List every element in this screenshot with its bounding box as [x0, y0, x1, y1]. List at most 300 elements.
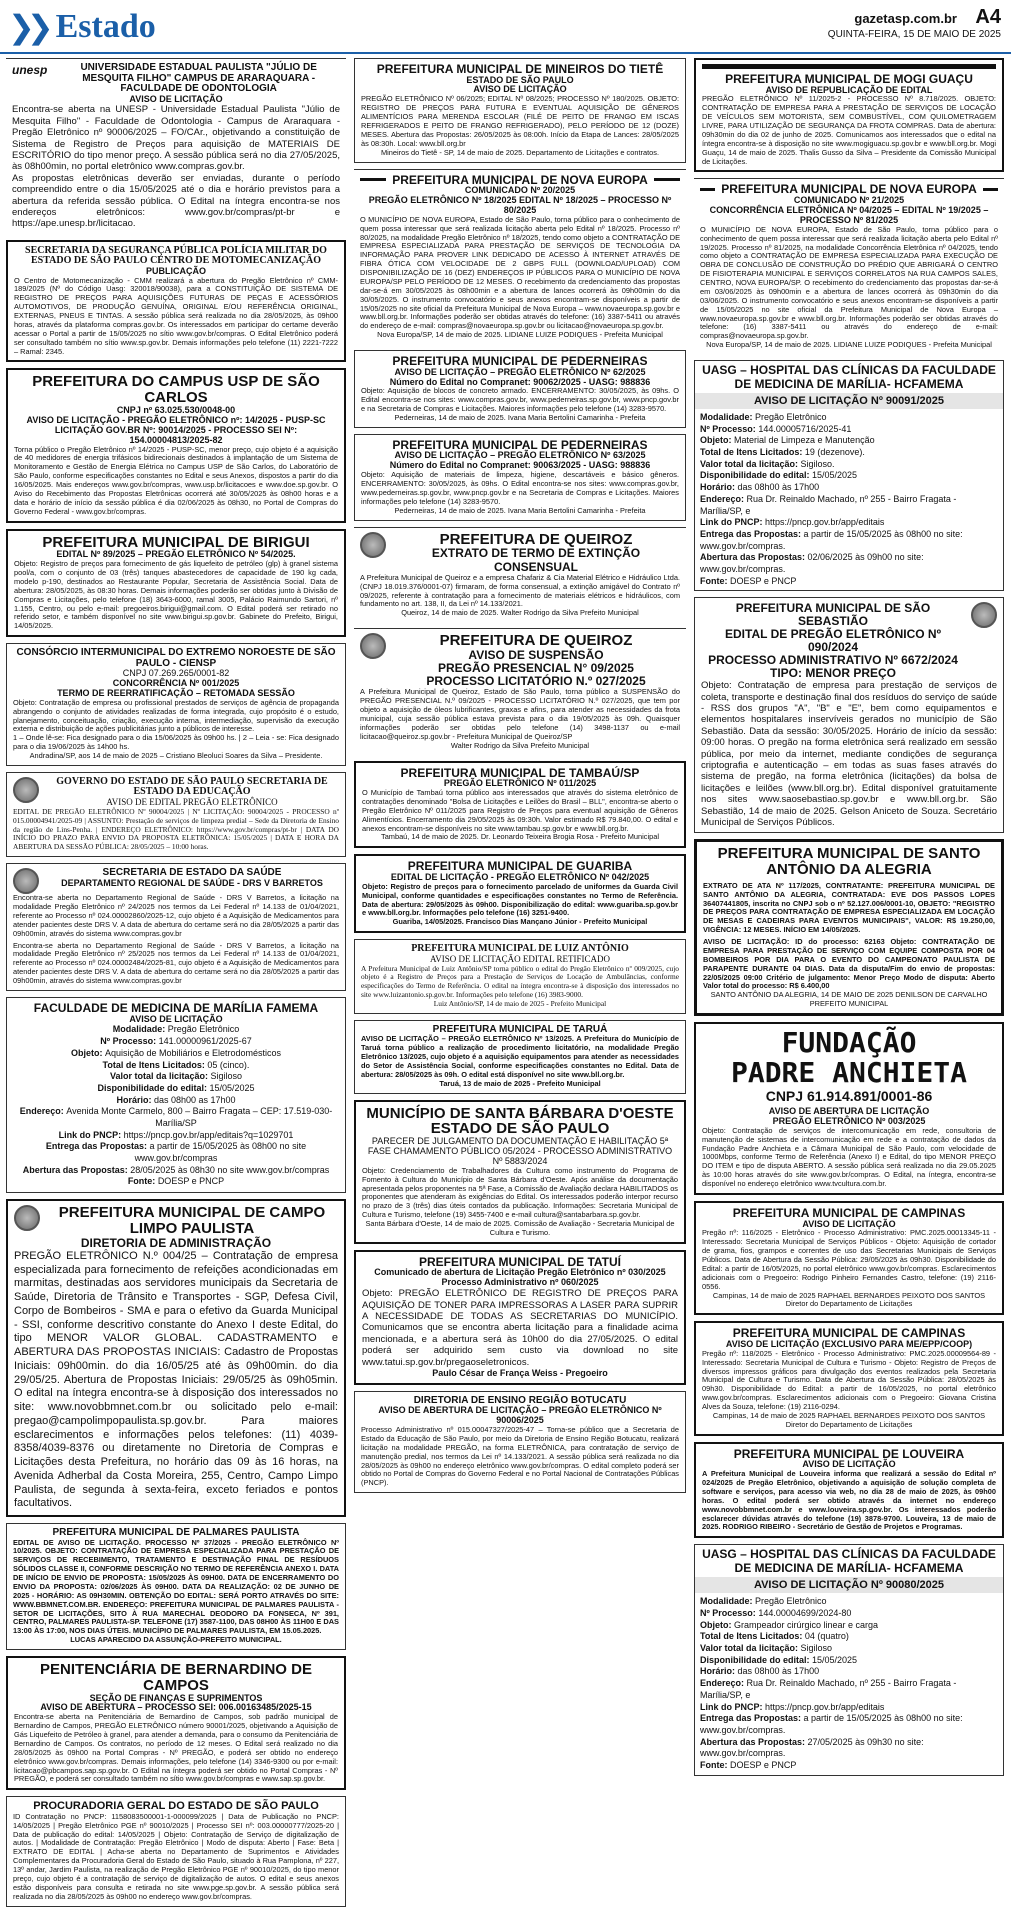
detail-value: Avenida Monte Carmelo, 800 – Bairro Fragata – CEP: 17.519-030-Marília/SP [66, 1106, 333, 1128]
page-date: QUINTA-FEIRA, 15 DE MAIO DE 2025 [827, 29, 1001, 40]
detail-row [700, 494, 998, 517]
detail-row [700, 1713, 998, 1736]
notice-signature: Santa Bárbara d'Oeste, 14 de maio de 2025. Comissão de Avaliação - Secretaria Municipal de Cultura e Turismo. [365, 1219, 675, 1237]
detail-list [695, 409, 1003, 590]
detail-key: Valor total da licitação: [700, 458, 801, 469]
detail-value: das 08h00 às 17h00 [737, 1666, 820, 1677]
notice-hcfamema-90091 [694, 360, 1004, 591]
notice-famema [6, 997, 346, 1193]
notice-title: PREFEITURA DE QUEIROZ [439, 530, 633, 548]
notice-signature: Mineiros do Tietê - SP, 14 de maio de 2025. Departamento de Licitações e contratos. [381, 147, 659, 157]
notice-title: PREFEITURA MUNICIPAL DE SANTO ANTÔNIO DA ALEGRIA [717, 845, 981, 879]
detail-row [13, 1083, 339, 1095]
notice-title: PENITENCIÁRIA DE BERNARDINO DE CAMPOS [40, 1661, 312, 1694]
notice-subtitle: EDITAL DE PREGÃO ELETRÔNICO Nº 090/2024 [725, 626, 941, 654]
notice-subtitle: PREGÃO ELETRÔNICO Nº 18/2025 EDITAL Nº 18/2025 – PROCESSO Nº 80/2025 [368, 194, 672, 215]
detail-key: Fonte: [700, 1759, 730, 1770]
notice-nova-europa-20 [354, 169, 686, 345]
notice-signature: Tambaú, 14 de maio de 2025. Dr. Leonardo Teixeira Brogia Rosa - Prefeito Municipal [381, 832, 659, 842]
notice-signature: Guariba, 14/05/2025. Francisco Dias Mançano Júnior - Prefeito Municipal [392, 917, 648, 927]
notice-body: Encontra-se aberta na UNESP - Universidade Estadual Paulista "Júlio de Mesquita Filho" - Faculdade de Odontologia - Campus de Araraquara - Pregão Eletrônico nº 90006/2025 – FO/CAr., objetivando a constituição de Sistema de Registro de Preços para aquisição de MATERIAIS DE ESCRITÓRIO do tipo menor preço. A sessão pública será no dia 27/05/2025, às 08h00min, no portal eletrônico www.compras.gov.br. [12, 104, 340, 173]
detail-value: 141.00000961/2025-67 [158, 1036, 252, 1047]
detail-value: https://pncp.gov.br/app/editais [765, 517, 885, 528]
notice-campinas-116 [694, 1201, 1004, 1315]
detail-value: Aquisição de Mobiliários e Eletrodomésticos [104, 1047, 282, 1058]
detail-value: 15/05/2025 [209, 1082, 255, 1093]
column-3 [694, 58, 1004, 1778]
detail-row [13, 1048, 339, 1060]
detail-value: 27/05/2025 às 09h30 no site: www.gov.br/compras. [700, 1736, 924, 1759]
section-title: Estado [55, 8, 156, 45]
notice-subtitle: AVISO DE LICITAÇÃO - PREGÃO ELETRÔNICO nº: 14/2025 - PUSP-SC [26, 414, 326, 425]
notice-subtitle: AVISO DE LICITAÇÃO EDITAL RETIFICADO [429, 953, 611, 964]
detail-value: a partir de 15/05/2025 às 08h00 no site www.gov.br/compras [134, 1141, 307, 1164]
city-seal-icon [360, 532, 386, 558]
notice-title: PREFEITURA MUNICIPAL DE BIRIGUI [42, 533, 310, 551]
notice-usp [6, 368, 346, 522]
detail-key: Nº Processo: [700, 1608, 759, 1618]
detail-row [700, 412, 998, 424]
notice-palmares [6, 1523, 346, 1650]
notice-subtitle: COMUNICADO Nº 20/2025 [464, 185, 576, 196]
detail-key: Total de Itens Licitados: [700, 447, 805, 458]
notice-tatui [354, 1250, 686, 1385]
detail-list [695, 1593, 1003, 1774]
detail-value: 15/05/2025 [812, 470, 858, 481]
notice-title: PREFEITURA MUNICIPAL DE PALMARES PAULISTA [52, 1527, 300, 1539]
detail-row [700, 1643, 998, 1655]
detail-row [700, 470, 998, 482]
notice-mogi-guacu [694, 58, 1004, 172]
notice-title: PREFEITURA MUNICIPAL DE TATUÍ [419, 1254, 621, 1269]
detail-row [700, 576, 998, 588]
notice-subtitle: PARECER DE JULGAMENTO DA DOCUMENTAÇÃO E HABILITAÇÃO 5ª FASE CHAMAMENTO PÚBLICO 05/2024 - PROCESSO ADMINISTRATIVO Nº 5883/2024 [367, 1136, 673, 1166]
notice-title: SECRETARIA DE ESTADO DA SAÚDE [102, 867, 282, 879]
state-seal-icon [13, 868, 39, 894]
notice-subtitle: AVISO DE LICITAÇÃO [802, 1459, 896, 1470]
notice-signature: Pederneiras, 14 de maio de 2025. Ivana Maria Bertolini Camarinha - Prefeita [394, 505, 646, 515]
notice-body: Objeto: Contratação de serviços de intercomunicação em rede, consultoria de manutenção de sistemas de intercomunicação em rede e a contratação de dados da Fundação Padre Anchieta e a Câmara Municipal de São Paulo, com velocidade de 1000Mbps, conforme Termo de Referência (Anexo I) e Edital, do tipo MENOR PREÇO DO ITEM e tipo de disputa ABERTO. A sessão pública será realizada no dia 29.05.2025 às 10:00 horas através do site www.gov.br/compras. O Edital, na íntegra, encontra-se disponível no endereço eletrônico www.tvcultura.com.br. [702, 1125, 996, 1189]
detail-key: Endereço: [19, 1106, 67, 1117]
notice-title: PREFEITURA MUNICIPAL DE LOUVEIRA [733, 1446, 965, 1461]
notice-queiroz-extincao [354, 527, 686, 623]
notice-title: PREFEITURA MUNICIPAL DE LUIZ ANTÔNIO [411, 943, 629, 955]
notice-signature: Taruá, 13 de maio de 2025 - Prefeito Municipal [439, 1078, 601, 1088]
detail-row [700, 529, 998, 552]
notice-subtitle: Número do Edital no Compranet: 90063/2025 - UASG: 988836 [389, 460, 651, 471]
notice-signature: Campinas, 14 de maio de 2025 RAPHAEL BERNARDES PEIXOTO DOS SANTOS Diretor do Departamento de Licitações [712, 1410, 986, 1429]
detail-row [13, 1095, 339, 1107]
notice-title: PREFEITURA MUNICIPAL DE PEDERNEIRAS [392, 437, 648, 452]
notice-signature: Pederneiras, 14 de maio de 2025. Ivana Maria Bertolini Camarinha - Prefeita [394, 413, 646, 423]
notice-subtitle: AVISO DE LICITAÇÃO (EXCLUSIVO PARA ME/EPP/COOP) [725, 1338, 973, 1349]
notice-signature: Nova Europa/SP, 14 de maio de 2025. LIDIANE LUIZE PODIQUES - Prefeita Municipal [706, 340, 992, 350]
notice-saude [6, 863, 346, 991]
notice-signature: Campinas, 14 de maio de 2025 RAPHAEL BERNARDES PEIXOTO DOS SANTOS Diretor do Departamento de Licitações [712, 1290, 986, 1309]
detail-value: Sigiloso [800, 1643, 833, 1654]
detail-row [700, 1678, 998, 1701]
notice-body: Processo Administrativo nº 015.00047327/2025-47 – Torna-se público que a Secretaria de Estado da Educação de São Paulo, por meio da Diretoria de Ensino Região Botucatu, realizará licitação na modalidade PREGÃO, na forma ELETRÔNICA, para contratação de serviço de manutenção predial, nos termos da Lei nº 14.133/2021. A sessão pública será realizada no dia 28/05/2025 às 09h00 no endereço eletrônico www.gov.br/compras. O edital completo poderá ser obtido no Portal de Compras do Governo Federal e no Portal Nacional de Contratações Públicas (PNCP). [361, 1425, 679, 1488]
notice-body: Objeto: Aquisição de materiais de limpeza, higiene, descartáveis e básico gêneros. ENCERRAMENTO: 30/05/2025, às 09hs. O Edital encontra-se nos sites: www.compras.gov.br, www.pederneiras.sp.gov.br, www.pncp.gov.br e na Secretaria de Compras e Licitações. Maiores informações pelo telefone (14) 3283-9570. [361, 470, 679, 506]
notice-body: Objeto: Aquisição de blocos de concreto armado. ENCERRAMENTO: 30/05/2025, às 09hs. O Edital encontra-se nos sites: www.compras.gov.br, www.pederneiras.sp.gov.br, www.pncp.gov.br e na Secretaria de Compras e Licitações. Maiores informações pelo telefone (14) 3283-9570. [361, 386, 679, 414]
notice-title: SECRETARIA DA SEGURANÇA PÚBLICA POLÍCIA MILITAR DO ESTADO DE SÃO PAULO CENTRO DE MOTOMECANIZAÇÃO [25, 244, 327, 267]
notice-body: AVISO DE LICITAÇÃO: ID do processo: 62163 Objeto: CONTRATAÇÃO DE EMPRESA PARA PRESTAÇÃO DE SERVIÇO COM EQUIPE COMPOSTA POR 04 BOMBEIROS POR DIA PARA O EVENTO DO CAMPEONATO PAULISTA DE PARAPENTE DURANTE 04 DIAS. Data da disputa/Fim do envio de propostas: 22/05/2025 09:00 Critério de julgamento: Menor Preço Modo de disputa: Aberto Valor total do processo: R$ 6.400,00 [703, 937, 995, 991]
notice-body: Objeto: Registro de preços para o fornecimento parcelado de uniformes da Guarda Civil Municipal, conforme quantidades e especificações constantes no Termo de Referência. Data de abertura: 29/05/2025 às 09h00. Disponibilização do edital: www.guariba.sp.gov.br e www.bll.org.br. Informações pelo telefone (16) 3251-9400. [362, 881, 678, 918]
notice-cnpj: CNPJ 61.914.891/0001-86 [765, 1088, 933, 1105]
notice-subtitle: AVISO DE LICITAÇÃO [473, 84, 567, 95]
detail-row [13, 1060, 339, 1072]
detail-row [700, 552, 998, 575]
detail-value: Pregão Eletrônico [167, 1024, 240, 1035]
notice-body: Objeto: PREGÃO ELETRÔNICO DE REGISTRO DE PREÇOS PARA AQUISIÇÃO DE TONER PARA IMPRESSORAS A LASER PARA SUPRIR A NECESSIDADE DE TODAS AS SECRETARIAS DO MUNICÍPIO. Comunicamos que se encontra aberta licitação para a finalidade acima mencionada, e a abertura será às 10h00 do dia 27/05/2025. O edital poderá ser adquirido sem custo via download no site www.tatui.sp.gov.br/pregaoseletronicos. [362, 1288, 678, 1368]
notice-body: EDITAL DE PREGÃO ELETRÔNICO Nº 90004/2025 | Nº LICITAÇÃO: 90004/2025 - PROCESSO nº 015.00004941/2025-09 | ASSUNTO: Prestação de serviços de limpeza predial – Sede da Diretoria de Ensino da região de Lins-Penha. | ENDEREÇO ELETRÔNICO: https://www.gov.br/compras/pt-br | DATA DO INÍCIO DO PRAZO PARA ENVIO DA PROPOSTA ELETRÔNICA: 15/05/2025 | DATA E HORA DA ABERTURA DA SESSÃO PÚBLICA: 28/05/2025 – 10:00 horas. [13, 806, 339, 852]
detail-key: Link do PNCP: [700, 1701, 765, 1712]
header-right [828, 6, 1001, 40]
detail-value: 02/06/2025 às 09h00 no site: www.gov.br/compras. [700, 552, 924, 574]
detail-value: 04 (quatro) [804, 1631, 849, 1642]
detail-key: Horário: [700, 482, 738, 493]
notice-subtitle: AVISO DE ABERTURA DE LICITAÇÃO [768, 1106, 930, 1117]
notice-subtitle: AVISO DE REPUBLICAÇÃO DE EDITAL [765, 84, 933, 95]
notice-subtitle: SEÇÃO DE FINANÇAS E SUPRIMENTOS [89, 1692, 263, 1703]
detail-key: Disponibilidade do edital: [700, 470, 813, 481]
notice-title: PREFEITURA MUNICIPAL DE SÃO SEBASTIÃO [735, 601, 931, 628]
notice-body: O Centro de Motomecanização - CMM realizará a abertura do Pregão Eletrônico nº CMM-189/2025 (Nº do Código Uasg: 320018/90038), para a CONSTITUIÇÃO DE SISTEMA DE REGISTRO DE PREÇOS PARA AQUISIÇÕES FUTURAS DE PEÇAS E ACESSÓRIOS AUTOMOTIVOS, DE PRODUÇÃO GENUÍNA, ORIGINAL E/OU REFERÊNCIA ORIGINAL, EXTERNAS, PNEUS E TINTAS. A sessão pública será realizada no dia 28/05/2025, às 09h00 horas, através da plataforma compras.gov.br. Os interessados em participar do certame deverão acessar o Portal a partir de 15/05/2025 no sítio www.gov.br/compras. O Edital Eletrônico poderá ser consultado também no sítio www.sp.gov.br. Demais informações pelo telefone (11) 2221-7222 – Ramal: 2345. [14, 275, 338, 356]
detail-list [13, 1024, 339, 1188]
notice-body: Objeto: Registro de preços para fornecimento de gás liquefeito de petróleo (glp) à granel sistema pool/a, com o conjunto de 03 (três) tanques abastecedores de capacidade de 190 kg cada, modelo p-190, destinados ao Restaurante Popular, Secretaria de Assistência Social. Data de abertura: 28/05/2025, às 08:30 horas. Demais informações poderão ser obtidas junto à Divisão de Compras e Licitações, pelo telefone (18) 3643-6000, ramal 3005, Palácio Raimundo Sartori, nº 1.155, Centro, ou pelo e-mail: pregoeiros.birigui@gmail.com. O Edital poderá ser retirado no referido setor, e também disponível no site www.birigui.sp.gov.br. Gabinete do Prefeito, Birigui, 14/05/2025. [14, 559, 338, 631]
detail-value: Rua Dr. Reinaldo Machado, nº 255 - Bairro Fragata - Marília/SP, e [700, 1678, 957, 1700]
detail-value: Grampeador cirúrgico linear e carga [734, 1619, 879, 1630]
detail-key: Endereço: [700, 1678, 747, 1689]
notice-guariba [354, 854, 686, 933]
notice-subtitle: TERMO DE REERRATIFICAÇÃO – RETOMADA SESSÃO [57, 687, 295, 698]
notice-body: Encontra-se aberta no Departamento Regional de Saúde - DRS V Barretos, a licitação na modalidade Pregão Eletrônico nº 25/2025 nos termos da Lei Federal nº 14.133 de 01/04/2021, referente ao Processo nº 024.00002484/2025-81, cujo objeto é a Aquisição de Medicamentos para atender pacientes deste DRS V. A data de abertura do certame será no dia 28/05/2025 a partir das 09h00min, através do sistema www.compras.gov.br [13, 940, 339, 986]
notice-sao-sebastiao [694, 597, 1004, 833]
notice-body: EDITAL DE AVISO DE LICITAÇÃO. PROCESSO Nº 37/2025 - PREGÃO ELETRÔNICO Nº 10/2025. OBJETO: CONTRATAÇÃO DE EMPRESA ESPECIALIZADA PARA PRESTAÇÃO DE SERVIÇOS DE RECEBIMENTO, TRATAMENTO E DESTINAÇÃO FINAL DE RESÍDUOS SÓLIDOS CLASSE II, CONFORME DESCRIÇÃO NO TERMO DE REFERÊNCIA ANEXO I. DATA DE INÍCIO DE ENVIO DE PROPOSTA: 15/05/2025 ÀS 09H00. DATA DE ENCERRAMENTO DO ENVIO DA PROPOSTA: 02/06/2025 ÀS 09H00. DATA DA REALIZAÇÃO: 02 DE JUNHO DE 2025 - HORÁRIO: AS 09H30MIN. OBTENÇÃO DO EDITAL: SERÁ PORTO ATRAVÉS DO SITE: WWW.BBMNET.COM.BR. ENDEREÇO: PREFEITURA MUNICIPAL DE PALMARES PAULISTA - SETOR DE LICITAÇÕES, SITO À RUA MARECHAL DEODORO DA FONSECA, Nº 391, CENTRO, PALMARES PAULISTA-SP. TELEFONE (17) 3587-1100, DAS 08H00 ÀS 11H00 E DAS 13:00 ÀS 17:00, NOS DIAS ÚTEIS. MUNICÍPIO DE PALMARES PAULISTA, EM 15.05.2025. [13, 1537, 339, 1636]
detail-key: Modalidade: [112, 1024, 168, 1035]
notice-title: PREFEITURA DE QUEIROZ [439, 632, 633, 650]
notice-tarua [354, 1020, 686, 1094]
detail-value: Pregão Eletrônico [755, 412, 827, 422]
notice-campinas-118 [694, 1321, 1004, 1435]
detail-row [700, 482, 998, 494]
notice-signature: SANTO ANTÔNIO DA ALEGRIA, 14 DE MAIO DE 2025 DENILSON DE CARVALHO PREFEITO MUNICIPAL [710, 990, 988, 1009]
state-seal-icon [13, 777, 39, 803]
detail-key: Disponibilidade do edital: [97, 1082, 210, 1093]
detail-row [13, 1106, 339, 1129]
notice-subtitle: PREGÃO PRESENCIAL N° 09/2025 [438, 661, 634, 676]
detail-key: Link do PNCP: [58, 1129, 124, 1140]
notice-signature: Nova Europa/SP, 14 de maio de 2025. LIDIANE LUIZE PODIQUES - Prefeita Municipal [377, 330, 663, 340]
detail-row [700, 424, 998, 436]
detail-row [13, 1071, 339, 1083]
notice-subtitle: AVISO DE LICITAÇÃO – PREGÃO ELETRÔNICO Nº 62/2025 [394, 366, 646, 377]
detail-value: DOESP e PNCP [157, 1176, 225, 1187]
notice-title: PREFEITURA DO CAMPUS USP DE SÃO CARLOS [32, 373, 320, 407]
detail-row [700, 1760, 998, 1772]
notice-subtitle: ESTADO DE SÃO PAULO [466, 74, 574, 85]
detail-value: Sigiloso. [800, 458, 835, 469]
notice-title: DIRETORIA DE ENSINO REGIÃO BOTUCATU [413, 1394, 627, 1406]
detail-value: 144.00005716/2025-41 [758, 423, 852, 434]
detail-row [13, 1024, 339, 1036]
notice-title: PREFEITURA MUNICIPAL DE CAMPINAS [732, 1326, 966, 1341]
detail-value: das 08h00 às 17h00 [737, 482, 820, 493]
detail-row [700, 435, 998, 447]
notice-pederneiras-63 [354, 434, 686, 521]
notice-subtitle: Comunicado de abertura de Licitação Pregão Eletrônico nº 030/2025 Processo Administrativo nº 060/2025 [374, 1267, 666, 1288]
notice-signature: Queiroz, 14 de maio de 2025. Walter Rodrigo da Silva Prefeito Municipal [401, 608, 639, 618]
notice-queiroz-suspensao [354, 628, 686, 754]
notice-title: PREFEITURA MUNICIPAL DE CAMPO LIMPO PAULISTA [58, 1204, 326, 1237]
detail-key: Nº Processo: [100, 1036, 159, 1047]
detail-row [700, 1655, 998, 1667]
detail-key: Entrega das Propostas: [700, 1713, 804, 1724]
notice-body: As propostas eletrônicas deverão ser enviadas, durante o período compreendido entre o dia 15/05/2025 até o dia e horário previstos para a abertura da referida sessão pública. O Edital na íntegra encontra-se nos endereços eletrônicos: www.gov.br/compras/pt-br e https://ape.unesp.br/licitacao. [12, 172, 340, 230]
notice-cnpj: CNPJ 07.269.265/0001-82 [122, 668, 230, 679]
notice-body: ID Contratação no PNCP: 1158083500001-1-000099/2025 | Data de Publicação no PNCP: 14/05/2025 | Pregão Eletrônico PGE nº 90010/2025 | Processo SEI nº: 003.00000777/2025-20 | Data de publicação do edital: 14/05/2025 | Objeto: Contratação de Serviço de digitalização de autos. | Modalidade de Contratação: Pregão Eletrônico | Modo de disputa: Aberto | Fase: Beta | EXTRATO DE EDITAL | Acha-se aberta no Departamento de Suprimentos e Atividades Complementares da Procuradoria Geral do Estado de São Paulo, situado à Rua Pamplona, nº 227, 13º andar, Jardim Paulista, na realização de Pregão Eletrônico PGE nº 90010/2025, do tipo menor preço, cujo objeto é a contratação de serviço de digitalização de autos. O edital e seus anexos estão disponíveis para consulta e retirada no site www.pge.sp.gov.br. A sessão pública será realizada no dia 28/05/2025 às 09h00 no endereço www.gov.br/compras. [13, 1811, 339, 1901]
detail-row [700, 1737, 998, 1760]
notice-subtitle: AVISO DE LICITAÇÃO Nº 90091/2025 [695, 393, 1003, 409]
notice-subtitle: AVISO DE ABERTURA – PROCESSO SEI: 006.00163485/2025-15 [40, 1702, 312, 1713]
notice-title: PREFEITURA MUNICIPAL DE NOVA EUROPA [392, 172, 648, 187]
foundation-title: PADRE ANCHIETA [730, 1056, 967, 1090]
notice-body: O MUNICÍPIO DE NOVA EUROPA, Estado de São Paulo, torna público para o conhecimento de quem possa interessar que será realizada licitação aberta pelo Edital nº 18/2025. Processo nº 80/2025, na modalidade Pregão Eletrônico nº 18/2025, tendo como objeto a CONTRATAÇÃO DE EMPRESA ESPECIALIZADA PARA PRESTAÇÃO DE SERVIÇOS DE TECNOLOGIA DA INFORMAÇÃO PARA PROVER LINK DEDICADO DE ACESSO À INTERNET ATRAVÉS DE FIBRA ÓTICA COM VELOCIDADE DE 2 GBPS FULL (DOWNLOAD/UPLOAD) COM DISPONIBILIZAÇÃO DE 16 (DEZ) ENDEREÇOS IP PÚBLICOS PARA O MUNICÍPIO DE NOVA EUROPA/SP PELO PERÍODO DE 12 MESES. O recebimento da credenciamento das propostas dar-se-á em 30/05/2025 às 08h00min e a abertura de lances ocorrerá às 09h00min do dia 30/05/2025. O instrumento convocatório e seus anexos encontram-se disponíveis a partir de 15/05/2025 no site oficial da Prefeitura Municipal de Nova Europa – www.novaeuropa.sp.gov.br e www.bll.org.br. Informações poderão ser obtidas através do telefone: (16) 3387-5411 ou através do endereço de e-mail: compras@novaeuropa.sp.gov.br ou licitacao@novaeuropa.sp.gov.br. [360, 214, 680, 331]
notice-title: PREFEITURA MUNICIPAL DE NOVA EUROPA [721, 182, 977, 197]
detail-key: Nº Processo: [700, 423, 759, 434]
notice-subtitle: PROCESSO LICITATÓRIO N.º 027/2025 [426, 674, 646, 689]
notice-campo-limpo [6, 1199, 346, 1517]
detail-row [700, 1631, 998, 1643]
detail-value: 15/05/2025 [812, 1654, 858, 1665]
detail-value: Rua Dr. Reinaldo Machado, nº 255 - Bairro Fragata - Marília/SP, e [700, 493, 957, 516]
notice-title: PREFEITURA MUNICIPAL DE TARUÁ [432, 1023, 608, 1035]
notice-subtitle: PUBLICAÇÃO [146, 265, 206, 276]
notice-title: PREFEITURA MUNICIPAL DE MOGI GUAÇU [725, 72, 973, 86]
notice-birigui [6, 529, 346, 638]
detail-key: Modalidade: [700, 1596, 756, 1607]
notice-title: CONSÓRCIO INTERMUNICIPAL DO EXTREMO NOROESTE DE SÃO PAULO - CIENSP [16, 647, 336, 669]
notice-body: AVISO DE LICITAÇÃO – PREGÃO ELETRÔNICO Nº 13/2025. A Prefeitura do Município de Taruá torna público a realização de procedimento licitatório, na modalidade Pregão Eletrônico 13/2025, cujo objeto é a aquisição equipamentos para atender as necessidades do Setor de Assistência Social, conforme especificações constantes no Edital. Data de abertura: 28/05/2025 às 09h. O edital está disponível no site www.bll.org.br. [361, 1034, 679, 1079]
detail-value: a partir de 15/05/2025 às 08h00 no site: www.gov.br/compras. [700, 1713, 963, 1735]
notice-title: PREFEITURA MUNICIPAL DE MINEIROS DO TIETÊ [376, 62, 664, 76]
notice-signature: LUCAS APARECIDO DA ASSUNÇÃO-PREFEITO MUNICIPAL. [70, 1635, 282, 1645]
notice-subtitle: COMUNICADO Nº 21/2025 [793, 195, 905, 206]
detail-key: Objeto: [700, 1619, 734, 1630]
detail-key: Endereço: [700, 493, 747, 504]
detail-key: Horário: [700, 1666, 738, 1677]
notice-signature: Luiz Antônio/SP, 14 de maio de 2025 - Prefeito Municipal [433, 999, 607, 1009]
detail-row [700, 1702, 998, 1714]
detail-value: Sigiloso [210, 1071, 243, 1082]
notice-items: 1 – Onde lê-se: Fica designado para o dia 15/06/2025 às 09h00 hs. | 2 – Leia - se: Fica designado para o dia 19/06/2025 às 14h00 hs. [13, 733, 339, 752]
detail-value: Pregão Eletrônico [755, 1596, 827, 1607]
notice-subtitle: EDITAL DE LICITAÇÃO - PREGÃO ELETRÔNICO Nº 042/2025 [390, 871, 650, 882]
detail-row [700, 1608, 998, 1620]
notice-penitenciaria [6, 1656, 346, 1790]
detail-key: Abertura das Propostas: [700, 1736, 808, 1747]
chevron-right-icon: ❯❯ [8, 8, 46, 46]
notice-cnpj: CNPJ nº 63.025.530/0048-00 [116, 404, 236, 415]
detail-row [700, 447, 998, 459]
detail-row [700, 1620, 998, 1632]
detail-value: a partir de 15/05/2025 às 08h00 no site: www.gov.br/compras. [700, 528, 963, 551]
column-2 [354, 58, 686, 1778]
detail-key: Fonte: [700, 575, 730, 586]
detail-key: Abertura das Propostas: [700, 552, 808, 563]
notice-title: PROCURADORIA GERAL DO ESTADO DE SÃO PAULO [33, 1800, 319, 1813]
notice-body: PREGÃO ELETRÔNICO Nº 11/2025-2 - PROCESSO Nº 8.718/2025. OBJETO: CONTRATAÇÃO DE EMPRESA PARA A PRESTAÇÃO DE SERVIÇOS DE LOCAÇÃO DE VEÍCULOS SEM MOTORISTA, SEM COMBUSTÍVEL, COM QUILOMETRAGEM LIVRE, PARA UTILIZAÇÃO DE SEGURANÇA DA FROTA COMPRAS. Data de abertura: 09h30min do dia 02 de junho de 2025. Comunicamos aos interessados que o edital na íntegra encontra-se à disposição no site www.mogiguacu.sp.gov.br e www.bll.org.br. Mogi Guaçu, 14 de maio de 2025. Thalis Gusso da Silva – Presidente da Comissão Municipal de Licitações. [702, 94, 996, 166]
detail-key: Disponibilidade do edital: [700, 1654, 813, 1665]
detail-value: 144.00004699/2024-80 [758, 1608, 852, 1618]
unesp-logo: unesp [12, 63, 48, 77]
detail-key: Objeto: [70, 1047, 105, 1058]
city-seal-icon [360, 633, 386, 659]
detail-row [13, 1036, 339, 1048]
detail-row [13, 1176, 339, 1188]
notice-body: Encontra-se aberta na Penitenciária de Bernardino de Campos, sob padrão municipal de Bernardino de Campos, PREGÃO ELETRÔNICO número 90001/2025, objetivando a Aquisição de Gás Liquefeito de Petróleo à granel, para atender a demanda, para o consumo da Penitenciária de Bernardino de Campos. Os contratos, no período de 12 meses. O Edital será realizado no dia 28/05/2025 às 09h00 na Portal Compras - Nº PREGÃO, e poderá ser obtido no endereço eletrônico www.gov.br/compras. Demais informações, pelo telefone (14) 3346-9300 ou por e-mail: licitacao@pbcampos.sap.sp.gov.br. O Edital na íntegra poderá ser obtido no Portal Compras - Nº PREGÃO, e poderá ser consultado também no sítio www.gov.br/compras e www.sap.sp.gov.br. [14, 1712, 338, 1784]
notice-signature: Andradina/SP, aos 14 de maio de 2025 – Cristiano Bleoluci Soares da Silva – Presidente. [29, 751, 323, 761]
notice-subtitle: PREGÃO ELETRÔNICO Nº 011/2025 [443, 778, 597, 789]
notice-subtitle: EDITAL Nº 89/2025 – PREGÃO ELETRÔNICO Nº 54/2025. [56, 549, 296, 560]
notice-pge [6, 1796, 346, 1906]
detail-key: Abertura das Propostas: [22, 1164, 131, 1175]
detail-value: Material de Limpeza e Manutenção [734, 435, 875, 446]
notice-body: O Município de Tambaú torna público aos interessados que através do sistema eletrônico de contratações denominado "Bolsa de Licitações e Leilões do Brasil – BLL", encontra-se aberto o Pregão Eletrônico Nº 011/2025 para Registro de Preços para eventual aquisição de Gêneros Alimentícios. Encerramento dia 29/05/2025 às 09:30h. Valor estimado R$ 79.840,00. O edital e anexos encontram-se disponíveis no site www.tambau.sp.gov.br e www.bll.org.br. [362, 788, 678, 833]
notice-title: UASG – HOSPITAL DAS CLÍNICAS DA FACULDADE DE MEDICINA DE MARÍLIA- HCFAMEMA [702, 1547, 996, 1576]
notice-title: MUNICÍPIO DE SANTA BÁRBARA D'OESTE ESTADO DE SÃO PAULO [366, 1104, 674, 1138]
detail-value: das 08h00 as 17h00 [153, 1094, 236, 1105]
section-brand [8, 8, 156, 46]
notice-body: O MUNICÍPIO DE NOVA EUROPA, Estado de São Paulo, torna público para o conhecimento de quem possa interessar que será realizada licitação aberta pelo Edital nº 19/2025. Processo nº 81/2025, na modalidade Concorrência Eletrônica nº 04/2025, tendo como objeto a CONTRATAÇÃO DE EMPRESA ESPECIALIZADA PARA EXECUÇÃO DE OBRA DE CONCLUSÃO DE CONSTRUÇÃO DO PRÉDIO QUE ABRIGARÁ O CENTRO DE FISIOTERAPIA MUNICIPAL E SERVIÇOS CORRELATOS NA RUA CAMPOS SALES, CENTRO, NOVA EUROPA/SP. O recebimento do credenciamento das propostas dar-se-á em 03/06/2025 às 09h00min e a abertura de lances ocorrerá às 09h30min do dia 03/06/2025. O instrumento convocatório e seus anexos encontram-se disponíveis a partir de 15/05/2025 no site oficial da Prefeitura Municipal de Nova Europa – www.novaeuropa.sp.gov.br e www.bll.org.br. Informações poderão ser obtidas através do telefone: (16) 3387-5411 ou através do endereço de e-mail: compras@novaeuropa.sp.gov.br. [700, 224, 998, 341]
detail-row [13, 1165, 339, 1177]
detail-key: Total de Itens Licitados: [700, 1631, 805, 1642]
divider [702, 64, 996, 69]
notice-subtitle: EXTRATO DE TERMO DE EXTINÇÃO CONSENSUAL [431, 546, 641, 574]
detail-row [13, 1141, 339, 1164]
notice-mineiros [354, 58, 686, 163]
notice-title: UNIVERSIDADE ESTADUAL PAULISTA "JÚLIO DE MESQUITA FILHO" CAMPUS DE ARARAQUARA - FACULDADE DE ODONTOLOGIA [80, 62, 317, 94]
detail-key: Fonte: [127, 1176, 158, 1187]
notice-body: Pregão nº: 118/2025 - Eletrônico - Processo Administrativo: PMC.2025.00009564-89 - Interessado: Secretaria Municipal de Cultura e Turismo - Objeto: Registro de Preços de diversos impressos gráficos para divulgação dos eventos realizados pela Secretaria Municipal de Cultura e Turismo. Data de Abertura da Sessão Pública: 28/05/2025 às 09h30. Disponibilidade do Edital: a partir de 16/05/2025, no portal eletrônico www.gov.br/compras. Esclarecimentos adicionais com o Pregoeiro: Giovana Cristina Alves da Souza, telefone: (19) 2116-0294. [702, 1348, 996, 1412]
notice-fundacao-anchieta [694, 1022, 1004, 1195]
notice-subtitle: AVISO DE ABERTURA DE LICITAÇÃO – PREGÃO ELETRÔNICO Nº 90006/2025 [378, 1405, 662, 1426]
notice-title: UASG – HOSPITAL DAS CLÍNICAS DA FACULDADE DE MEDICINA DE MARÍLIA- HCFAMEMA [702, 363, 996, 391]
notice-body: Objeto: Contratação de empresa ou profissional prestados de serviços de agência de propaganda abrangendo o conjunto de atividades realizadas de forma integrada, cujo propósito é o estudo, planejamento, conceituação, criação, execução interna, intermediação, supervisão da execução externa e distribuição de ações publicitárias junto a públicos de interesse. [13, 697, 339, 734]
notice-luiz-antonio [354, 939, 686, 1014]
site-name: gazetasp.com.br [854, 11, 957, 26]
notice-subtitle: AVISO DE EDITAL PREGÃO ELETRÔNICO [106, 796, 278, 807]
column-1 [6, 58, 346, 1901]
notice-subtitle: AVISO DE LICITAÇÃO [129, 93, 223, 104]
detail-key: Modalidade: [700, 412, 756, 422]
detail-value: DOESP e PNCP [730, 1759, 797, 1770]
detail-row [700, 517, 998, 529]
page-number: A4 [975, 6, 1001, 28]
notice-nova-europa-21 [694, 178, 1004, 354]
detail-key: Entrega das Propostas: [45, 1141, 150, 1152]
page-header [0, 0, 1011, 54]
detail-value: https://pncp.gov.br/app/editais [765, 1701, 885, 1712]
notice-title: FACULDADE DE MEDICINA DE MARÍLIA FAMEMA [33, 1000, 319, 1015]
notice-title: GOVERNO DO ESTADO DE SÃO PAULO SECRETARIA DE ESTADO DA EDUCAÇÃO [56, 775, 328, 798]
notice-title: PREFEITURA MUNICIPAL DE PEDERNEIRAS [392, 354, 648, 369]
notice-title: PREFEITURA MUNICIPAL DE GUARIBA [407, 859, 633, 874]
detail-key: Total de Itens Licitados: [102, 1059, 208, 1070]
notice-title: PREFEITURA MUNICIPAL DE TAMBAÚ/SP [400, 765, 640, 780]
notice-subtitle: PROCESSO ADMINISTRATIVO Nº 6672/2024 [708, 652, 958, 667]
detail-value: 05 (cinco). [207, 1059, 250, 1070]
detail-key: Valor total da licitação: [109, 1071, 211, 1082]
detail-value: 19 (dezenove). [804, 447, 865, 458]
notice-body: Encontra-se aberta no Departamento Regional de Saúde - DRS V Barretos, a licitação na modalidade Pregão Eletrônico nº 24/2025 nos termos da Lei Federal nº 14.133 de 01/04/2021, referente ao Processo nº 024.00002860/2025-12, cujo objeto é a Aquisição de Medicamentos para atender pacientes deste DRS V. A data de abertura do certame será no dia 28/05/2025 a partir das 09h00min, através do sistema www.compras.gov.br [13, 893, 339, 938]
detail-row [700, 1596, 998, 1608]
notice-body: PREGÃO ELETRÔNICO Nº 06/2025; EDITAL Nº 08/2025; PROCESSO Nº 180/2025. OBJETO: REGISTRO DE PREÇOS PARA FUTURA E EVENTUAL AQUISIÇÃO DE GÊNEROS ALIMENTÍCIOS PARA MERENDA ESCOLAR (FILÉ DE PEITO DE FRANGO EM ISCAS REFRIGERADOS E PEITO DE FRANGO REFRIGERADO), PELO PERÍODO DE 12 (DOZE) MESES. Abertura das Propostas: 26/05/2025 às 08:00h. Início da Etapa de Lances: 28/05/2025 às 08:30h. Local: www.bll.org.br [361, 94, 679, 148]
notice-educacao [6, 772, 346, 857]
foundation-title: FUNDAÇÃO [781, 1026, 917, 1060]
detail-key: Objeto: [700, 435, 734, 446]
notice-subtitle: PREGÃO ELETRÔNICO Nº 003/2025 [772, 1115, 926, 1126]
notice-subtitle: AVISO DE LICITAÇÃO [802, 1218, 896, 1229]
notice-body: EXTRATO DE ATA Nº 117/2025, CONTRATANTE: PREFEITURA MUNICIPAL DE SANTO ANTÔNIO DA ALEGRIA, CONTRATADA: EVE DOS PASSOS LOPES 36407441805, inscrita no CNPJ sob o nº 52.127.006/0001-10, OBJETO: "REGISTRO DE PREÇOS PARA CONTRATAÇÃO DE EMPRESA ESPECIALIZADA EM LOCAÇÃO DE MESAS E CADEIRAS PARA EVENTOS MUNICIPAIS", VALOR: R$ 19.250,00, VIGÊNCIA: 12 MESES. INÍCIO EM 14/05/2025. [703, 880, 995, 935]
notice-hcfamema-90080 [694, 1544, 1004, 1775]
notice-subtitle: Número do Edital no Compranet: 90062/2025 - UASG: 988836 [389, 376, 651, 387]
notice-body: Torna público o Pregão Eletrônico nº 14/2025 - PUSP-SC, menor preço, cujo objeto é a aquisição de 40 medidores de energia trifásicos bidirecionais destinados à implantação de um Sistema de Monitoramento e Gestão de Energia Elétrica no Campus USP de São Carlos, do Laboratório de São Paulo, conforme especificações constantes no Edital e seus Anexos, dispostos a partir do dia 16/05/2025. Mais endereços www.gov.br/compras, www.usp.br/licitacoes e www.doe.sp.gov.br. O Aviso do Recebimento das Propostas Eletrônicas ocorrerá até 30/05/2025 às 08h00 horas e a data e horário de início da sessão pública é dia 02/06/2025 às 08h30, no Portal de Compras do Governo Federal - www.gov.br/compras. [14, 444, 338, 516]
notice-tambau [354, 761, 686, 849]
notice-signature: Paulo César de França Weiss - Pregoeiro [432, 1367, 608, 1378]
notice-subtitle: CONCORRÊNCIA ELETRÔNICA Nº 04/2025 – EDITAL Nº 19/2025 – PROCESSO Nº 81/2025 [709, 204, 989, 225]
notice-body: A Prefeitura Municipal de Luiz Antônio/SP torna público o edital do Pregão Eletrônico nº 009/2025, cujo objeto é a Registro de Preços para a Prestação de Serviços de Locação de Ambulâncias, conforme especificações do Termo de Referência. O edital na íntegra encontra-se à disposição dos interessados no site www.luizantonio.sp.gov.br. Informações pelo telefone (16) 3983-9000. [361, 963, 679, 1000]
notice-body: A Prefeitura Municipal de Louveira informa que realizará a sessão do Edital nº 024/2025 de Pregão Eletrônico, objetivando a aquisição de solução completa de software e serviços, para acesso via web, no dia 28 de maio de 2025, às 09h00 horas. O edital poderá ser obtido através da internet no endereço www.novobbmnet.com.br e www.louveira.sp.gov.br. Os interessados poderão esclarecer dúvidas através do telefone (19) 3878-9700. Louveira, 13 de maio de 2025. RODRIGO RIBEIRO - Secretário de Gestão de Projetos e Programas. [702, 1469, 996, 1532]
notice-subtitle: DEPARTAMENTO REGIONAL DE SAÚDE - DRS V BARRETOS [61, 877, 323, 888]
notice-unesp [6, 58, 346, 234]
detail-value: 28/05/2025 às 08h30 no site www.gov.br/compras [130, 1164, 330, 1175]
detail-row [13, 1130, 339, 1142]
detail-value: https://pncp.gov.br/app/editais?q=1029701 [123, 1129, 294, 1140]
notice-body: A Prefeitura Municipal de Queiroz e a empresa Chafariz & Cia Material Elétrico e Hidráulico Ltda. (CNPJ 18.019.376/0001-07) firmaram, de forma consensual, a extinção amigável do Contrato nº 09/2025, referente à contratação para a fornecimento de materiais elétricos e hidráulicos, com fundamento no art. 138, II, da Lei nº 14.133/2021. [360, 572, 680, 609]
notice-body: Objeto: Contratação de empresa para prestação de serviços de coleta, transporte e destinação final dos resíduos do serviço de saúde - RSS dos grupos "A", "B" e "E", bem como equipamentos e elementos hospitalares inservíveis gerados no município de São Sebastião. Data da sessão: 30/05/2025. Horário de início da sessão: 09:00 horas. O pregão na forma eletrônica será realizado em sessão pública, por meio da internet, mediante condições de segurança criptografia e autenticação – em todas as suas fases através do sistema de pregão, na forma eletrônica (licitações) da bolsa de licitações e leilões (www.bll.org.br). Edital disponível gratuitamente nos sites www.saosebastiao.sp.gov.br e www.bll.org.br. São Sebastião, 14 de maio de 2025. Gelson Aniceto de Souza. Secretário Municipal de Serviços Públicos. [701, 680, 997, 828]
notice-botucatu [354, 1391, 686, 1493]
notice-santa-barbara [354, 1100, 686, 1244]
notice-body: Objeto: Credenciamento de Trabalhadores da Cultura como instrumento do Programa de Fomento à Cultura do Município de Santa Bárbara d'Oeste. Após análise da documentação apresentada pelos proponentes na 5ª Fase, a Comissão de Avaliação declara HABILITADOS os proponentes que atenderam às exigências do Edital. Os interessados poderão interpor recurso no prazo de 3 (três) dias úteis contados da publicação. Informações: Secretaria Municipal de Cultura e Turismo, telefone (19) 3455-7400 e e-mail cultura@santabarbara.sp.gov.br. [362, 1165, 678, 1220]
notice-subtitle: TIPO: MENOR PREÇO [769, 666, 896, 681]
detail-key: Link do PNCP: [700, 517, 765, 528]
notice-consorcio [6, 643, 346, 766]
notice-subtitle: DIRETORIA DE ADMINISTRAÇÃO [80, 1235, 272, 1250]
notice-subtitle: AVISO DE SUSPENSÃO [468, 647, 604, 662]
notice-body: A Prefeitura Municipal de Queiroz, Estado de São Paulo, torna público a SUSPENSÃO do PREGÃO PRESENCIAL N.º 09/2025 - PROCESSO LICITATÓRIO N.º 027/2025, que tem por objeto a aquisição de óleos lubrificantes, graxas e afins, para atender as necessidades da frota municipal, cuja sessão pública estava prevista para o dia 19/05/2025 às 09h. Quaisquer informações poderão ser obtidas pelo telefone (14) 3498-1137 ou e-mail licitacao@queiroz.sp.gov.br - Prefeitura Municipal de Queiroz/SP [360, 687, 680, 741]
detail-value: DOESP e PNCP [730, 575, 797, 586]
notice-pederneiras-62 [354, 350, 686, 428]
city-seal-icon [14, 1205, 40, 1231]
detail-key: Entrega das Propostas: [700, 528, 804, 539]
notice-title: PREFEITURA MUNICIPAL DE CAMPINAS [732, 1205, 966, 1220]
detail-key: Horário: [116, 1094, 154, 1105]
detail-row [700, 1666, 998, 1678]
notice-louveira [694, 1442, 1004, 1539]
notice-subtitle: AVISO DE LICITAÇÃO [129, 1013, 223, 1024]
notice-santo-antonio-alegria [694, 839, 1004, 1016]
notice-ssp [6, 240, 346, 363]
city-seal-icon [971, 602, 997, 628]
notice-subtitle: AVISO DE LICITAÇÃO Nº 90080/2025 [695, 1577, 1003, 1593]
detail-key: Valor total da licitação: [700, 1643, 801, 1654]
notice-subtitle: AVISO DE LICITAÇÃO – PREGÃO ELETRÔNICO Nº 63/2025 [394, 450, 646, 461]
notice-subtitle: LICITAÇÃO GOV.BR Nº: 90014/2025 - PROCESSO SEI Nº: 154.00004813/2025-82 [54, 424, 298, 445]
detail-row [700, 459, 998, 471]
notice-subtitle: CONCORRÊNCIA Nº 001/2025 [112, 678, 240, 689]
notice-signature: Walter Rodrigo da Silva Prefeito Municipal [450, 740, 590, 750]
